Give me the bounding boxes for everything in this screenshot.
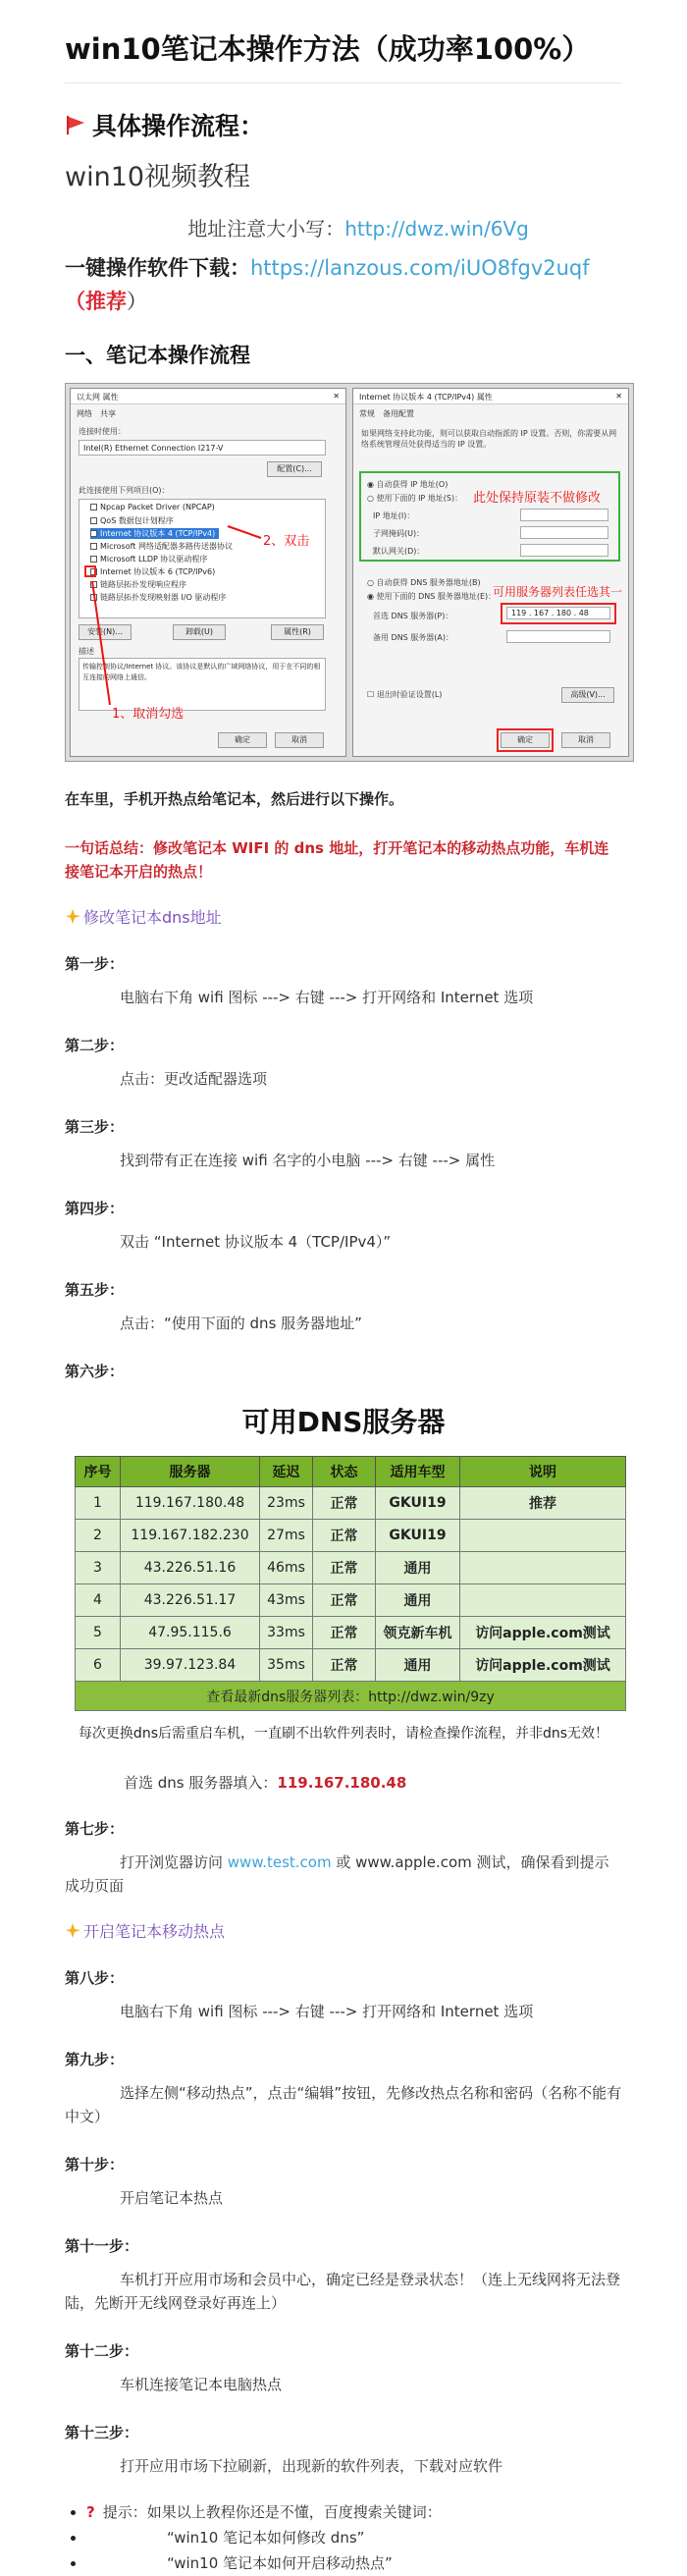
cell-server: 43.226.51.17 xyxy=(121,1584,260,1617)
table-row xyxy=(76,1487,626,1520)
cell-latency: 35ms xyxy=(260,1649,313,1682)
dialog-tabs xyxy=(353,404,628,423)
cell-latency: 33ms xyxy=(260,1617,313,1649)
red-flag-icon xyxy=(65,115,86,134)
step-label: 第十一步： xyxy=(65,2237,139,2255)
table-row xyxy=(76,1552,626,1584)
auto-ip-option: ◉ 自动获得 IP 地址(O) xyxy=(367,480,449,489)
page-title: win10笔记本操作方法（成功率100%） xyxy=(65,32,591,66)
step-label: 第六步： xyxy=(65,1363,125,1380)
col-header: 状态 xyxy=(313,1457,376,1487)
video-heading: win10视频教程 xyxy=(65,162,251,192)
description-text: 传输控制协议/Internet 协议。该协议是默认的广域网络协议，用于在不同的相互连接的网络上通信。 xyxy=(82,663,321,681)
step-text: 找到带有正在连接 wifi 名字的小电脑 ---> 右键 ---> 属性 xyxy=(120,1152,496,1169)
cell-model: 领克新车机 xyxy=(376,1617,460,1649)
step-9 xyxy=(65,2049,622,2128)
table-row xyxy=(76,1584,626,1617)
download-line xyxy=(65,251,622,318)
items-label: 此连接使用下列项目(O)： xyxy=(79,486,170,495)
download-label: 一键操作软件下载： xyxy=(65,256,250,280)
validate-option: ☐ 退出时验证设置(L) xyxy=(367,690,443,699)
annotation-uncheck: 1、取消勾选 xyxy=(112,707,185,722)
step-10 xyxy=(65,2154,622,2210)
annotation-pick-server: 可用服务器列表任选其一 xyxy=(493,585,623,599)
ok-button: 确定 xyxy=(501,732,550,748)
step-text: 打开应用市场下拉刷新，出现新的软件列表，下载对应软件 xyxy=(120,2457,503,2475)
step-label: 第九步： xyxy=(65,2051,125,2068)
list-item: 链路层拓扑发现响应程序 xyxy=(90,579,186,590)
cell-model: GKUI19 xyxy=(376,1520,460,1552)
step-7 xyxy=(65,1818,622,1898)
col-header: 适用车型 xyxy=(376,1457,460,1487)
cancel-button: 取消 xyxy=(275,732,324,748)
subnet-field xyxy=(520,526,608,539)
cell-server: 47.95.115.6 xyxy=(121,1617,260,1649)
cell-server: 39.97.123.84 xyxy=(121,1649,260,1682)
col-header: 序号 xyxy=(76,1457,121,1487)
step-text: 车机连接笔记本电脑热点 xyxy=(120,2376,283,2393)
configure-button: 配置(C)... xyxy=(267,461,322,477)
step-3 xyxy=(65,1116,622,1172)
preferred-dns-field: 119 . 167 . 180 . 48 xyxy=(506,607,610,619)
cell-index: 3 xyxy=(76,1552,121,1584)
section-notebook-heading: 一、笔记本操作流程 xyxy=(65,344,250,367)
step-6 xyxy=(65,1361,622,1381)
table-footer-row xyxy=(76,1682,626,1711)
cell-latency: 23ms xyxy=(260,1487,313,1520)
step-12 xyxy=(65,2340,622,2396)
dns-highlight xyxy=(501,603,616,624)
cell-server: 119.167.182.230 xyxy=(121,1520,260,1552)
intro-paragraph: 在车里，手机开热点给笔记本，然后进行以下操作。 xyxy=(65,790,404,808)
cell-note xyxy=(460,1584,626,1617)
cell-model: 通用 xyxy=(376,1649,460,1682)
close-icon: ✕ xyxy=(615,392,622,401)
address-line xyxy=(65,213,622,242)
step-label: 第七步： xyxy=(65,1820,125,1838)
cell-status: 正常 xyxy=(313,1487,376,1520)
step-label: 第二步： xyxy=(65,1037,125,1054)
cell-status: 正常 xyxy=(313,1617,376,1649)
address-link[interactable]: http://dwz.win/6Vg xyxy=(344,217,529,241)
properties-button: 属性(R) xyxy=(271,624,324,640)
tips-list xyxy=(65,2499,622,2576)
ip-address-field xyxy=(520,509,608,521)
step-8 xyxy=(65,1967,622,2023)
download-link[interactable]: https://lanzous.com/iUO8fgv2uqf xyxy=(250,256,590,280)
table-row xyxy=(76,1520,626,1552)
cell-latency: 46ms xyxy=(260,1552,313,1584)
cell-status: 正常 xyxy=(313,1520,376,1552)
col-header: 延迟 xyxy=(260,1457,313,1487)
cell-server: 43.226.51.16 xyxy=(121,1552,260,1584)
cell-server: 119.167.180.48 xyxy=(121,1487,260,1520)
step-text: 双击 “Internet 协议版本 4（TCP/IPv4）” xyxy=(120,1233,392,1251)
table-header-row xyxy=(76,1457,626,1487)
list-item: QoS 数据包计划程序 xyxy=(90,515,174,526)
list-item xyxy=(65,2525,622,2550)
step-label: 第一步： xyxy=(65,955,125,973)
cell-status: 正常 xyxy=(313,1584,376,1617)
dialog-titlebar xyxy=(353,389,628,404)
primary-dns-value: 119.167.180.48 xyxy=(277,1774,407,1792)
ok-highlight xyxy=(497,728,554,752)
step-label: 第十二步： xyxy=(65,2342,139,2360)
step-2 xyxy=(65,1035,622,1091)
summary-paragraph: 一句话总结：修改笔记本 WIFI 的 dns 地址，打开笔记本的移动热点功能，车机连接笔记本开启的热点！ xyxy=(65,839,609,881)
gateway-label: 默认网关(D)： xyxy=(373,547,425,556)
step-text: 选择左侧“移动热点”，点击“编辑”按钮，先修改热点名称和密码（名称不能有中文） xyxy=(65,2084,622,2125)
cell-status: 正常 xyxy=(313,1552,376,1584)
intro-text: 如果网络支持此功能，则可以获取自动指派的 IP 设置。否则，你需要从网络系统管理员处获得适当的 IP 设置。 xyxy=(361,429,617,449)
recommend-tag: 推荐 xyxy=(85,290,127,313)
step-text: 点击：更改适配器选项 xyxy=(120,1070,268,1088)
tab-share: 共享 xyxy=(100,409,116,418)
cell-latency: 43ms xyxy=(260,1584,313,1617)
dns-server-table xyxy=(75,1456,626,1711)
step-text: 电脑右下角 wifi 图标 ---> 右键 ---> 打开网络和 Internet 选项 xyxy=(120,2003,534,2020)
step-13 xyxy=(65,2422,622,2478)
list-item xyxy=(65,2499,622,2525)
step-label: 第三步： xyxy=(65,1118,125,1136)
title-divider xyxy=(65,82,622,83)
gateway-field xyxy=(520,544,608,557)
cell-note xyxy=(460,1520,626,1552)
ok-button: 确定 xyxy=(218,732,267,748)
close-icon: ✕ xyxy=(333,392,340,401)
question-icon: ? xyxy=(86,2503,95,2521)
section-dns-title: 修改笔记本dns地址 xyxy=(83,908,222,927)
uninstall-button: 卸载(U) xyxy=(173,624,226,640)
tip-text: 提示：如果以上教程你还是不懂，百度搜索关键词： xyxy=(102,2503,442,2521)
step-text: 打开浏览器访问 www.test.com 或 www.apple.com 测试，确保看到提示成功页面 xyxy=(65,1853,609,1895)
step-text: 开启笔记本热点 xyxy=(120,2189,224,2207)
cell-status: 正常 xyxy=(313,1649,376,1682)
primary-dns-line xyxy=(65,1772,622,1793)
step-5 xyxy=(65,1279,622,1335)
cell-model: 通用 xyxy=(376,1584,460,1617)
tab-network: 网络 xyxy=(77,409,92,418)
step-label: 第十三步： xyxy=(65,2424,139,2442)
cell-index: 1 xyxy=(76,1487,121,1520)
list-item-ipv6: Internet 协议版本 6 (TCP/IPv6) xyxy=(90,566,215,577)
step-label: 第八步： xyxy=(65,1969,125,1987)
cell-model: 通用 xyxy=(376,1552,460,1584)
list-item: Microsoft 网络适配器多路传送器协议 xyxy=(90,541,233,552)
paren-close: ） xyxy=(127,290,147,313)
cell-index: 5 xyxy=(76,1617,121,1649)
test-link[interactable]: www.test.com xyxy=(227,1853,332,1871)
latest-list-link[interactable]: 查看最新dns服务器列表：http://dwz.win/9zy xyxy=(76,1682,626,1711)
cell-note: 推荐 xyxy=(460,1487,626,1520)
cancel-button: 取消 xyxy=(561,732,610,748)
address-label: 地址注意大小写： xyxy=(187,217,345,241)
step-text: 车机打开应用市场和会员中心，确定已经是登录状态！（连上无线网将无法登陆，先断开无线网登录好再连上） xyxy=(65,2271,621,2312)
annotation-double-click: 2、双击 xyxy=(263,534,310,549)
advanced-button: 高级(V)... xyxy=(561,687,614,703)
cell-index: 4 xyxy=(76,1584,121,1617)
step-1 xyxy=(65,953,622,1009)
cell-note: 访问apple.com测试 xyxy=(460,1617,626,1649)
steps-heading-text: 具体操作流程： xyxy=(92,112,265,140)
step-label: 第四步： xyxy=(65,1200,125,1217)
dialog-title: 以太网 属性 xyxy=(77,393,119,402)
paren-open: （ xyxy=(65,290,85,313)
step-4 xyxy=(65,1198,622,1254)
step-text: 点击：“使用下面的 dns 服务器地址” xyxy=(120,1315,362,1332)
restart-notice: 每次更换dns后需重启车机，一直刷不出软件列表时，请检查操作流程，并非dns无效！ xyxy=(78,1726,609,1742)
cell-note xyxy=(460,1552,626,1584)
description-label: 描述 xyxy=(79,647,94,656)
col-header: 服务器 xyxy=(121,1457,260,1487)
tab-alternate: 备用配置 xyxy=(383,409,414,418)
keyword-hotspot: “win10 笔记本如何开启移动热点” xyxy=(167,2554,393,2572)
cell-latency: 27ms xyxy=(260,1520,313,1552)
list-item: Microsoft LLDP 协议驱动程序 xyxy=(90,554,207,564)
list-item: 链路层拓扑发现映射器 I/O 驱动程序 xyxy=(90,592,226,603)
dns-table-title: 可用DNS服务器 xyxy=(241,1406,446,1438)
annotation-arrows xyxy=(71,389,345,760)
ethernet-properties-dialog xyxy=(70,388,346,757)
tab-general: 常规 xyxy=(359,409,375,418)
steps-heading xyxy=(65,107,622,142)
manual-dns-option: ◉ 使用下面的 DNS 服务器地址(E)： xyxy=(367,592,497,601)
network-settings-screenshot xyxy=(65,383,634,762)
sparkle-icon xyxy=(65,1922,81,1939)
step-text: 电脑右下角 wifi 图标 ---> 右键 ---> 打开网络和 Internet 选项 xyxy=(120,989,534,1006)
manual-ip-option: ○ 使用下面的 IP 地址(S)： xyxy=(367,494,463,503)
list-item xyxy=(65,2550,622,2576)
step-label: 第五步： xyxy=(65,1281,125,1299)
cell-note: 访问apple.com测试 xyxy=(460,1649,626,1682)
adapter-name: Intel(R) Ethernet Connection I217-V xyxy=(83,444,224,453)
dialog-title: Internet 协议版本 4 (TCP/IPv4) 属性 xyxy=(359,393,493,402)
preferred-dns-label: 首选 DNS 服务器(P)： xyxy=(373,612,453,620)
step-11 xyxy=(65,2235,622,2315)
list-item: Npcap Packet Driver (NPCAP) xyxy=(90,503,215,511)
ip-address-label: IP 地址(I)： xyxy=(373,511,415,520)
table-row xyxy=(76,1617,626,1649)
install-button: 安装(N)... xyxy=(79,624,132,640)
section-dns-heading xyxy=(65,905,622,928)
ipv4-properties-dialog xyxy=(352,388,629,757)
cell-index: 2 xyxy=(76,1520,121,1552)
alternate-dns-field xyxy=(506,630,610,643)
alternate-dns-label: 备用 DNS 服务器(A)： xyxy=(373,633,454,642)
annotation-keep: 此处保持原装不做修改 xyxy=(473,491,602,506)
primary-dns-label: 首选 dns 服务器填入： xyxy=(124,1774,278,1792)
subnet-label: 子网掩码(U)： xyxy=(373,529,425,538)
section-hotspot-heading xyxy=(65,1919,622,1942)
cell-model: GKUI19 xyxy=(376,1487,460,1520)
keyword-dns: “win10 笔记本如何修改 dns” xyxy=(167,2529,365,2547)
auto-dns-option: ○ 自动获得 DNS 服务器地址(B) xyxy=(367,578,481,587)
section-hotspot-title: 开启笔记本移动热点 xyxy=(83,1922,226,1941)
table-row xyxy=(76,1649,626,1682)
cell-index: 6 xyxy=(76,1649,121,1682)
col-header: 说明 xyxy=(460,1457,626,1487)
list-item-ipv4-selected: Internet 协议版本 4 (TCP/IPv4) xyxy=(90,528,219,539)
sparkle-icon xyxy=(65,908,81,925)
step-label: 第十步： xyxy=(65,2156,125,2174)
connect-using-label: 连接时使用： xyxy=(79,427,126,436)
